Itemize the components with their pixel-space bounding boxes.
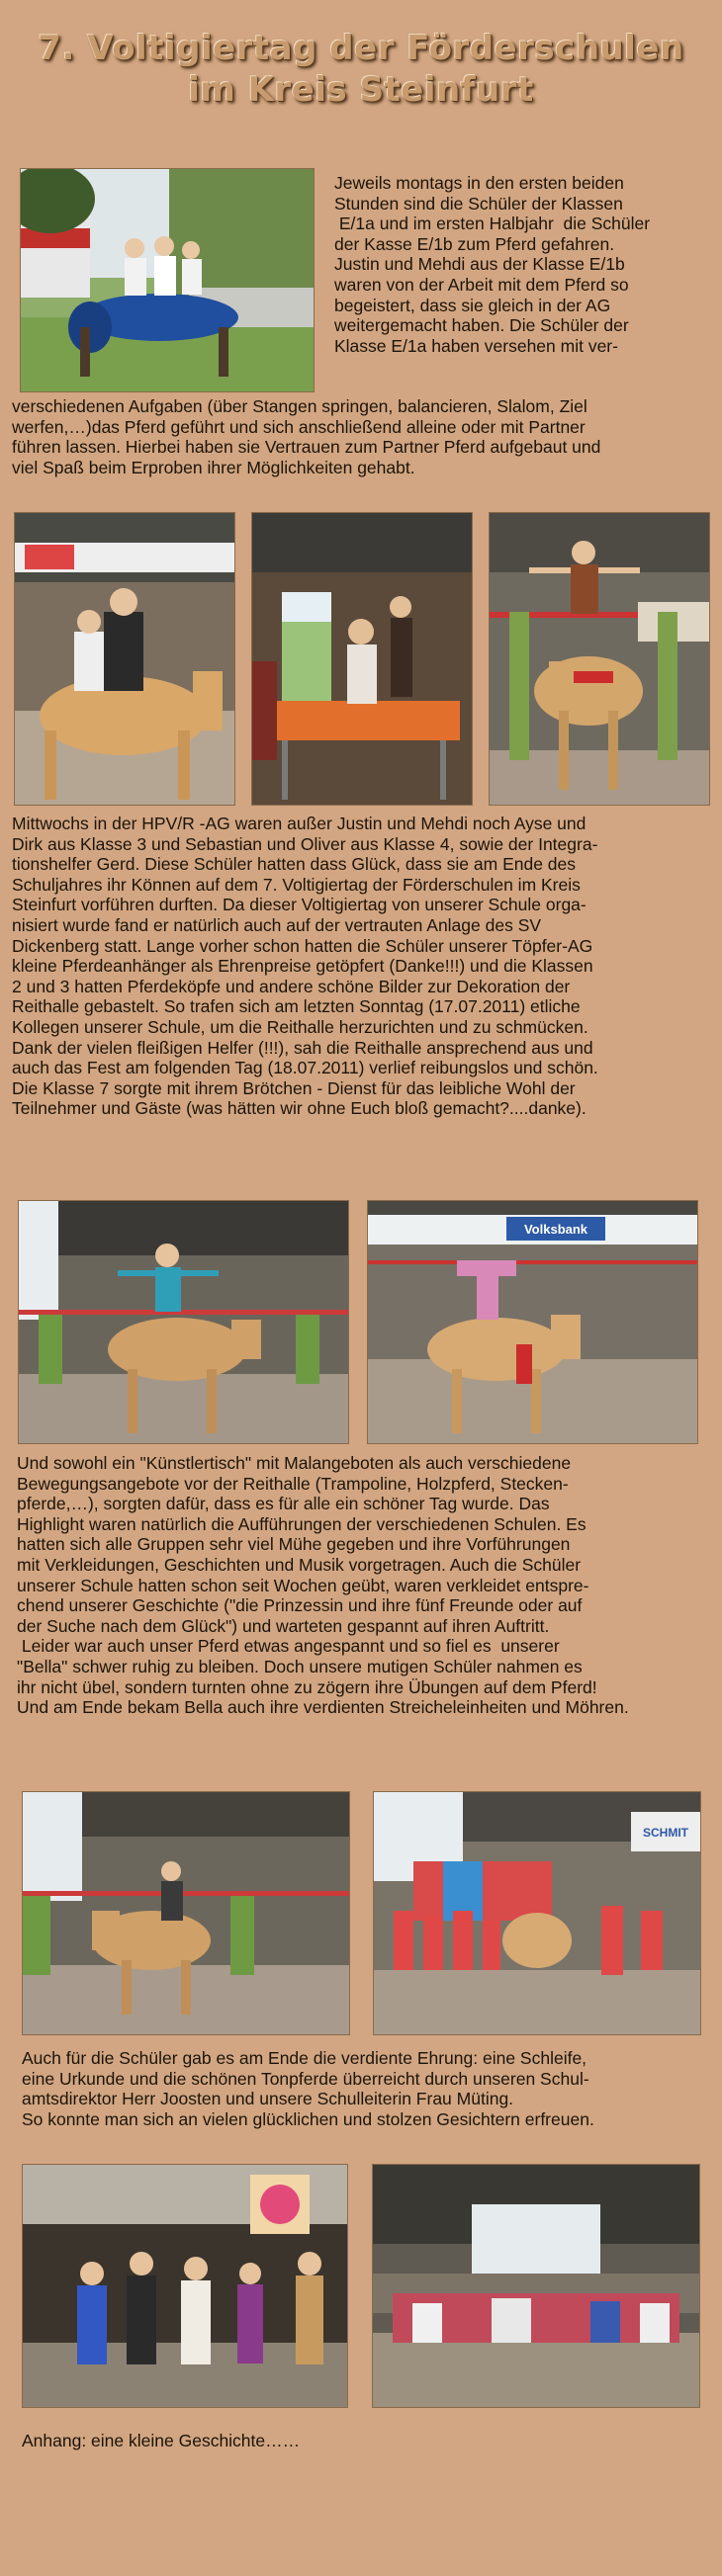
paragraph-line: Schuljahres ihr Können auf dem 7. Voltigiertag der Förderschulen im Kreis xyxy=(12,874,581,895)
paragraph-line: Kollegen unserer Schule, um die Reithalle herzurichten und zu schmücken. xyxy=(12,1016,588,1037)
photo-costumed-group xyxy=(373,1791,701,2035)
schmit-sign: SCHMIT xyxy=(643,1826,688,1840)
intro-line: der Kasse E/1b zum Pferd gefahren. xyxy=(334,233,615,254)
photo-group-arena xyxy=(372,2164,700,2408)
paragraph-line: amtsdirektor Herr Joosten und unsere Schulleiterin Frau Müting. xyxy=(22,2089,514,2109)
paragraph-line: Bewegungsangebote vor der Reithalle (Trampoline, Holzpferd, Stecken- xyxy=(17,1473,569,1494)
intro-right-column xyxy=(334,173,720,356)
paragraph-line: Steinfurt vorführen durften. Da dieser Voltigiertag von unserer Schule orga- xyxy=(12,895,587,915)
intro-full-width xyxy=(12,396,716,477)
intro-line: viel Spaß beim Erproben ihrer Möglichkeiten gehabt. xyxy=(12,457,415,477)
paragraph-line: der Suche nach dem Glück") und warteten gespannt auf ihren Auftritt. xyxy=(17,1615,550,1636)
paragraph-line: ihr nicht übel, sondern turnten ohne zu zögern ihre Übungen auf dem Pferd! xyxy=(17,1676,597,1697)
intro-line: E/1a und im ersten Halbjahr die Schüler xyxy=(334,214,651,234)
paragraph-line: Highlight waren natürlich die Aufführungen der verschiedenen Schulen. Es xyxy=(17,1513,587,1534)
paragraph-line: Dank der vielen fleißigen Helfer (!!!), sah die Reithalle ansprechend aus und xyxy=(12,1037,593,1058)
volksbank-sign: Volksbank xyxy=(523,1222,588,1237)
paragraph-line: Reithalle gebastelt. So trafen sich am letzten Sonntag (17.07.2011) etliche xyxy=(12,996,581,1017)
photo-vaulting-arena-2 xyxy=(489,512,710,806)
paragraph-line: nisiert wurde fand er natürlich auch auf der vertrauten Anlage des SV xyxy=(12,914,542,935)
paragraph-line: Dickenberg statt. Lange vorher schon hatten die Schüler unserer Töpfer-AG xyxy=(12,935,593,956)
paragraph-line: 2 und 3 hatten Pferdeköpfe und andere schöne Bilder zur Dekoration der xyxy=(12,976,571,996)
paragraph-festival xyxy=(17,1453,717,1718)
page-title xyxy=(0,28,722,111)
paragraph-line: chend unserer Geschichte ("die Prinzessin und ihre fünf Freunde oder auf xyxy=(17,1595,583,1616)
paragraph-line: auch das Fest am folgenden Tag (18.07.2011) verlief reibungslos und schön. xyxy=(12,1058,598,1078)
intro-line: waren von der Arbeit mit dem Pferd so xyxy=(334,274,629,295)
paragraph-line: Und am Ende bekam Bella auch ihre verdienten Streicheleinheiten und Möhren. xyxy=(17,1697,629,1718)
paragraph-line: pferde,…), sorgten dafür, dass es für alle ein schöner Tag wurde. Das xyxy=(17,1494,550,1514)
paragraph-line: "Bella" schwer ruhig zu bleiben. Doch unsere mutigen Schüler nahmen es xyxy=(17,1656,583,1676)
photo-horse-lunge xyxy=(22,1791,350,2035)
paragraph-hpv-ag xyxy=(12,814,716,1119)
paragraph-line: Teilnehmer und Gäste (was hätten wir ohne Euch bloß gemacht?....danke). xyxy=(12,1098,587,1119)
paragraph-line: hatten sich alle Gruppen sehr viel Mühe gegeben und ihre Vorführungen xyxy=(17,1534,571,1555)
intro-line: verschiedenen Aufgaben (über Stangen springen, balancieren, Slalom, Ziel xyxy=(12,396,587,416)
photo-barrel-horse xyxy=(20,168,315,392)
intro-line: weitergemacht haben. Die Schüler der xyxy=(334,315,629,336)
page-title-line1: 7. Voltigiertag der Förderschulen xyxy=(38,29,684,68)
intro-line: begeistert, dass sie gleich in der AG xyxy=(334,295,611,315)
footer-note: Anhang: eine kleine Geschichte…… xyxy=(22,2431,301,2450)
photo-vaulting-arena-1 xyxy=(14,512,235,806)
photo-prize-table xyxy=(251,512,473,806)
paragraph-awards xyxy=(22,2048,718,2129)
paragraph-line: unserer Schule hatten schon seit Wochen geübt, waren verkleidet entspre- xyxy=(17,1575,589,1595)
paragraph-line: Auch für die Schüler gab es am Ende die verdiente Ehrung: eine Schleife, xyxy=(22,2048,587,2068)
photo-leg-vault xyxy=(367,1200,698,1444)
photo-award-ceremony xyxy=(22,2164,348,2408)
intro-line: Stunden sind die Schüler der Klassen xyxy=(334,193,623,214)
intro-line: Jeweils montags in den ersten beiden xyxy=(334,173,624,193)
intro-line: Klasse E/1a haben versehen mit ver- xyxy=(334,335,618,356)
paragraph-line: So konnte man sich an vielen glücklichen und stolzen Gesichtern erfreuen. xyxy=(22,2108,594,2129)
paragraph-line: Dirk aus Klasse 3 und Sebastian und Oliver aus Klasse 4, sowie der Integra- xyxy=(12,833,598,854)
paragraph-line: tionshelfer Gerd. Diese Schüler hatten dass Glück, dass sie am Ende des xyxy=(12,854,577,875)
paragraph-line: kleine Pferdeanhänger als Ehrenpreise getöpfert (Danke!!!) und die Klassen xyxy=(12,956,593,977)
intro-line: Justin und Mehdi aus der Klasse E/1b xyxy=(334,254,625,275)
paragraph-line: mit Verkleidungen, Geschichten und Musik vorgetragen. Auch die Schüler xyxy=(17,1554,582,1575)
paragraph-line: Und sowohl ein "Künstlertisch" mit Malangeboten als auch verschiedene xyxy=(17,1453,572,1473)
page-title-line2: im Kreis Steinfurt xyxy=(188,70,534,110)
paragraph-line: Mittwochs in der HPV/R -AG waren außer Justin und Mehdi noch Ayse und xyxy=(12,814,587,833)
paragraph-line: Die Klasse 7 sorgte mit ihrem Brötchen - Dienst für das leibliche Wohl der xyxy=(12,1077,576,1098)
intro-line: führen lassen. Hierbei haben sie Vertrauen zum Partner Pferd aufgebaut und xyxy=(12,437,601,458)
paragraph-line: Leider war auch unser Pferd etwas angespannt und so fiel es unserer xyxy=(17,1636,560,1657)
photo-standing-vault xyxy=(18,1200,349,1444)
intro-line: werfen,…)das Pferd geführt und sich anschließend alleine oder mit Partner xyxy=(12,416,586,437)
paragraph-line: eine Urkunde und die schönen Tonpferde überreicht durch unseren Schul- xyxy=(22,2068,589,2089)
